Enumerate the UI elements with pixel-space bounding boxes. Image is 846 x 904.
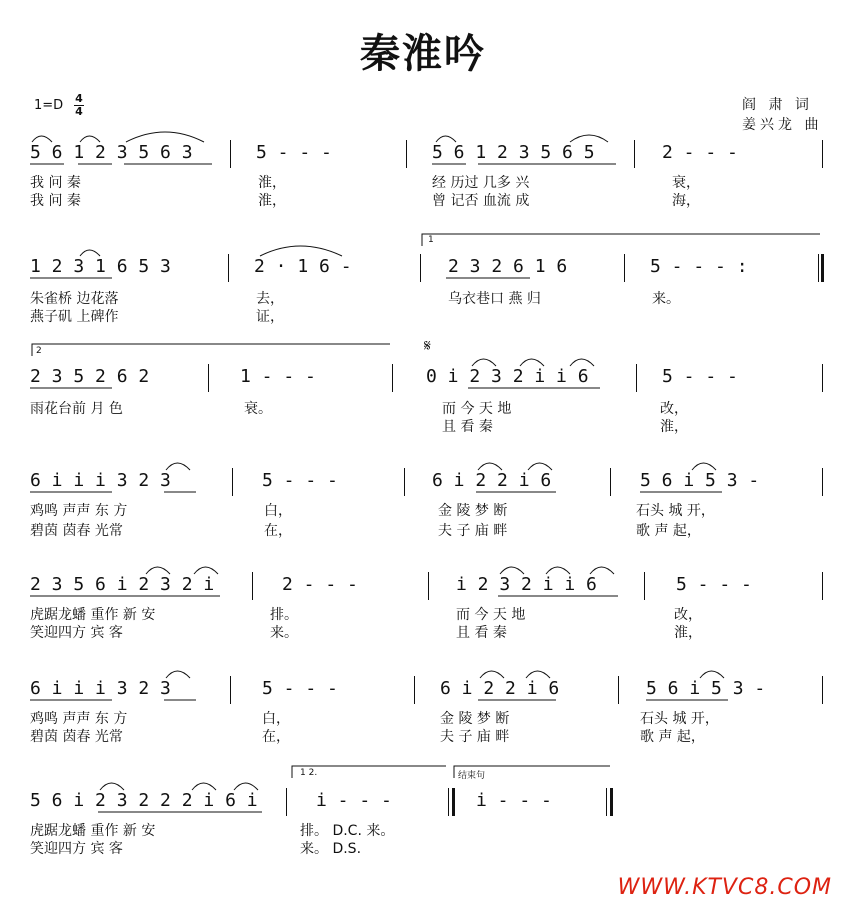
line2-bar1-lyric1: 朱雀桥 边花落	[30, 291, 119, 307]
slur	[166, 463, 190, 470]
line6-bar1-lyric1: 鸡鸣 声声 东 方	[30, 711, 128, 727]
slur	[234, 783, 258, 790]
line5-bar1-lyric2: 笑迎四方 宾 客	[30, 625, 123, 641]
volta-2-label: 2	[36, 346, 42, 356]
line1-bar2-notes: 5 - - -	[256, 142, 332, 163]
line4-bar1-lyric1: 鸡鸣 声声 东 方	[30, 503, 128, 519]
slur	[146, 567, 170, 574]
slur	[590, 567, 614, 574]
line1-bar2-lyric1: 淮，	[258, 175, 286, 191]
line3-bar2-notes: 1 - - -	[240, 366, 316, 387]
slur	[100, 783, 124, 790]
line4-bar3-lyric2: 夫 子 庙 畔	[438, 523, 508, 539]
slur	[472, 359, 496, 366]
line7-bar1-lyric1: 虎踞龙蟠 重作 新 安	[30, 823, 156, 839]
line5-bar2-notes: 2 - - -	[282, 574, 358, 595]
line4-bar2-notes: 5 - - -	[262, 470, 338, 491]
line5-bar2-lyric1: 排。	[270, 607, 298, 623]
line1-bar4-lyric2: 海，	[672, 193, 700, 209]
key-signature: 1=D	[34, 98, 64, 113]
line5-bar3-notes: i 2 3 2 i i 6	[456, 574, 597, 595]
line2-bar2-lyric2: 证，	[256, 309, 284, 325]
line3-bar1-lyric1: 雨花台前 月 色	[30, 401, 123, 417]
slur	[700, 671, 724, 678]
line1-bar4-notes: 2 - - -	[662, 142, 738, 163]
slur	[80, 250, 100, 256]
line1-bar2-lyric2: 淮，	[258, 193, 286, 209]
volta-12-label: 1 2.	[300, 768, 318, 778]
line3-bar4-lyric2: 淮，	[660, 419, 688, 435]
line6-bar3-lyric2: 夫 子 庙 畔	[440, 729, 510, 745]
line2-bar3-lyric1: 乌衣巷口 燕 归	[448, 291, 541, 307]
line1-bar4-lyric1: 衰，	[672, 175, 700, 191]
line1-bar3-lyric1: 经 历过 几多 兴	[432, 175, 530, 191]
line5-bar4-lyric2: 淮，	[674, 625, 702, 641]
line1-bar3-lyric2: 曾 记否 血流 成	[432, 193, 530, 209]
composer-credit: 姜兴龙 曲	[742, 117, 823, 133]
line5-bar1-notes: 2 3 5 6 i 2 3 2 i	[30, 574, 215, 595]
line6-bar4-lyric1: 石头 城 开，	[640, 711, 719, 727]
slur	[528, 463, 552, 470]
meter-top: 4	[75, 92, 83, 105]
page-title: 秦淮吟	[360, 31, 486, 77]
line4-bar1-notes: 6 i i i 3 2 3	[30, 470, 171, 491]
line6-bar1-lyric2: 碧茵 茵春 光常	[30, 729, 123, 745]
slur	[192, 783, 216, 790]
line3-bar1-notes: 2 3 5 2 6 2	[30, 366, 150, 387]
slur	[260, 246, 342, 256]
line3-bar4-lyric1: 改，	[660, 401, 688, 417]
volta-12-bracket	[292, 766, 446, 778]
line1-bar1-lyric1: 我 问 秦	[30, 175, 81, 191]
line6-bar4-lyric2: 歌 声 起，	[640, 729, 705, 745]
line6-bar4-notes: 5 6 i 5 3 -	[646, 678, 766, 699]
line1-bar1-notes: 5 6 1 2 3 5 6 3	[30, 142, 193, 163]
line4-bar3-notes: 6 i 2 2 i 6	[432, 470, 552, 491]
slur	[546, 567, 570, 574]
line6-bar1-notes: 6 i i i 3 2 3	[30, 678, 171, 699]
slur	[500, 567, 524, 574]
line3-bar2-lyric1: 衰。	[244, 401, 272, 417]
line1-bar3-notes: 5 6 1 2 3 5 6 5	[432, 142, 595, 163]
line1-bar1-lyric2: 我 问 秦	[30, 193, 81, 209]
slur	[80, 136, 100, 142]
line2-bar2-lyric1: 去，	[256, 291, 284, 307]
line4-bar2-lyric2: 在，	[264, 523, 292, 539]
line6-bar3-lyric1: 金 陵 梦 断	[440, 711, 510, 727]
line5-bar3-lyric2: 且 看 秦	[456, 625, 507, 641]
line2-bar4-notes: 5 - - - :	[650, 256, 748, 277]
line5-bar4-notes: 5 - - -	[676, 574, 752, 595]
slur	[480, 671, 504, 678]
line5-bar2-lyric2: 来。	[270, 625, 298, 641]
ending-bracket	[454, 766, 610, 778]
slur	[194, 567, 218, 574]
line6-bar2-notes: 5 - - -	[262, 678, 338, 699]
line7-bar2-lyric2: 来。 D.S.	[300, 841, 362, 857]
line4-bar3-lyric1: 金 陵 梦 断	[438, 503, 508, 519]
line2-bar2-notes: 2 · 1 6 -	[254, 256, 352, 277]
line6-bar2-lyric1: 白，	[262, 711, 290, 727]
volta-1-label: 1	[428, 235, 434, 245]
slur	[436, 136, 456, 142]
line4-bar4-lyric2: 歌 声 起，	[636, 523, 701, 539]
line3-bar4-notes: 5 - - -	[662, 366, 738, 387]
line7-bar3-notes: i - - -	[476, 790, 552, 811]
slur	[126, 132, 204, 142]
slur	[520, 359, 544, 366]
slur	[692, 463, 716, 470]
line4-bar4-lyric1: 石头 城 开，	[636, 503, 715, 519]
slur	[478, 463, 502, 470]
line7-bar2-lyric1: 排。 D.C. 来。	[300, 823, 395, 839]
line5-bar1-lyric1: 虎踞龙蟠 重作 新 安	[30, 607, 156, 623]
meter-bottom: 4	[75, 105, 83, 118]
line2-bar4-lyric1: 来。	[652, 291, 680, 307]
segno-icon: 𝄋	[424, 336, 431, 355]
watermark: WWW.KTVC8.COM	[617, 875, 832, 900]
volta-2-bracket	[32, 344, 390, 356]
line7-bar2-notes: i - - -	[316, 790, 392, 811]
slur	[570, 135, 608, 142]
line2-bar1-notes: 1 2 3 1 6 5 3	[30, 256, 171, 277]
line3-bar3-lyric1: 而 今 天 地	[442, 401, 512, 417]
line5-bar4-lyric1: 改，	[674, 607, 702, 623]
volta-1-bracket	[422, 234, 820, 246]
lyricist-credit: 阎 肃 词	[742, 97, 813, 113]
line4-bar2-lyric1: 白，	[264, 503, 292, 519]
line6-bar3-notes: 6 i 2 2 i 6	[440, 678, 560, 699]
line6-bar2-lyric2: 在，	[262, 729, 290, 745]
line4-bar4-notes: 5 6 i 5 3 -	[640, 470, 760, 491]
line3-bar3-lyric2: 且 看 秦	[442, 419, 493, 435]
slurs	[32, 132, 724, 790]
line7-bar1-notes: 5 6 i 2 3 2 2 2 i 6 i	[30, 790, 258, 811]
line7-bar1-lyric2: 笑迎四方 宾 客	[30, 841, 123, 857]
line5-bar3-lyric1: 而 今 天 地	[456, 607, 526, 623]
volta-brackets	[32, 234, 820, 778]
slur	[166, 671, 190, 678]
slur	[526, 671, 550, 678]
line2-bar3-notes: 2 3 2 6 1 6	[448, 256, 568, 277]
ending-label: 结束句	[458, 771, 486, 781]
line4-bar1-lyric2: 碧茵 茵春 光常	[30, 523, 123, 539]
line2-bar1-lyric2: 燕子矶 上碑作	[30, 309, 119, 325]
line3-bar3-notes: 0 i 2 3 2 i i 6	[426, 366, 589, 387]
underlines	[30, 164, 728, 812]
slur	[32, 136, 52, 142]
slur	[570, 359, 594, 366]
